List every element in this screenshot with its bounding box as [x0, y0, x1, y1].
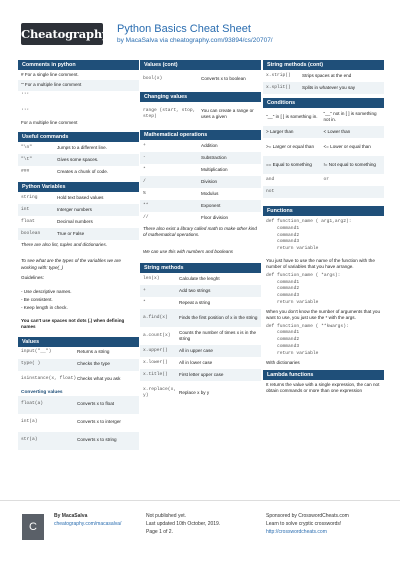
header [0, 0, 400, 58]
table-row [18, 396, 139, 414]
row-key: - [143, 154, 146, 160]
table-row [18, 414, 139, 432]
warning-note: You can't use spaces not dots (.) when defining names [21, 317, 125, 330]
row-value: Splits in whatever you say [302, 84, 356, 90]
list-item: - Be consistent. [21, 297, 53, 303]
row-value: Converts x to string [77, 437, 117, 443]
row-key: == Equal to something [266, 161, 312, 167]
row-value: Calculate the lenght [179, 276, 220, 282]
row-value: Converts x to interger [77, 419, 121, 425]
page-title: Python Basics Cheat Sheet [117, 23, 251, 35]
text-line: # For a single line comment. [21, 72, 79, 77]
row-value: Returns a string [77, 349, 110, 355]
code-line: def function_name ( **kwargs): [266, 323, 349, 329]
table-row [140, 200, 261, 212]
row-key: type( ) [21, 361, 41, 367]
text-line: ''' [21, 109, 30, 115]
row-key: a.count(x) [143, 333, 171, 339]
table-row [263, 156, 384, 174]
note: To see what are the types of the variables we are working with: type(_) [21, 258, 121, 270]
row-key: "\n" [21, 144, 33, 150]
sponsor-tagline: Learn to solve cryptic crosswords! [266, 521, 342, 527]
section-title-values: Values [18, 337, 139, 347]
row-key: string [21, 194, 38, 200]
row-key: x.strip() [266, 72, 291, 78]
code-line: command2 [266, 232, 300, 238]
table-row [18, 347, 139, 359]
table-row [140, 164, 261, 176]
row-value: Substraction [201, 154, 227, 160]
column-1 [18, 60, 139, 450]
author-name[interactable]: By MacaSalva [54, 513, 88, 519]
row-key: float(a) [21, 401, 44, 407]
section-title-variables: Python Variables [18, 182, 139, 192]
note: There are also list, tuples and dictionaries. [21, 242, 108, 248]
row-key: "\t" [21, 156, 33, 162]
table-row [263, 174, 384, 186]
section-title-conditions: Conditions [263, 98, 384, 108]
table-row [140, 152, 261, 164]
row-key: + [143, 288, 146, 294]
table-row [140, 381, 261, 405]
code-line: def function_name ( *args): [266, 272, 341, 278]
code-line: return variable [266, 350, 319, 356]
row-value: Converts x to boolean [201, 75, 246, 81]
row-key: > Larger than [266, 128, 294, 134]
row-key: isinstance(x, float) [21, 376, 77, 382]
row-value: Counts the number of times x is in the string [179, 329, 257, 342]
row-value: Division [201, 178, 218, 184]
text-line: It returns the value with a single expression, the can not obtain commands or more than one expression [266, 381, 380, 394]
text-line: For a multiple line comment [21, 119, 78, 125]
table-row [18, 192, 139, 204]
table-row [140, 102, 261, 126]
row-key: x.lower() [143, 360, 168, 366]
table-row [140, 70, 261, 88]
section-title-math: Mathematical operations [140, 130, 261, 140]
section-title-strings-cont: String methods (cont) [263, 60, 384, 70]
list-item: - Keep length in check. [21, 305, 68, 311]
row-value: Replace x by y [179, 390, 210, 396]
row-value: Exponent [201, 202, 221, 208]
code-line: command3 [266, 343, 300, 349]
row-key: + [143, 142, 146, 148]
row-key: * [143, 166, 146, 172]
row-value: Multiplication [201, 166, 228, 172]
table-row [263, 108, 384, 126]
table-row [140, 327, 261, 345]
table-row [18, 359, 139, 371]
table-row [18, 166, 139, 178]
code-line: command3 [266, 239, 300, 245]
author-link[interactable]: cheatography.com/macasalva/ [54, 521, 122, 527]
table-row [263, 186, 384, 198]
column-2 [140, 60, 261, 405]
table-row [140, 369, 261, 381]
row-key: int(a) [21, 419, 38, 425]
code-block [263, 216, 384, 253]
row-value: Hold text based values [57, 194, 104, 200]
row-key: >= Larger or equal than [266, 143, 315, 149]
table-row [18, 204, 139, 216]
row-key: not [266, 188, 275, 194]
code-line: return variable [266, 246, 319, 252]
row-key: len(x) [143, 276, 160, 282]
row-key: "__" in [ ] is something in. [266, 113, 318, 119]
table-row [140, 297, 261, 309]
table-row [140, 140, 261, 152]
row-key: float [21, 218, 35, 224]
code-line: command1 [266, 330, 300, 336]
row-key: and [266, 176, 275, 182]
table-row [140, 176, 261, 188]
table-row [18, 142, 139, 154]
row-key: * [143, 300, 146, 306]
page-number: Page 1 of 2. [146, 529, 173, 535]
code-line: command2 [266, 337, 300, 343]
page-subtitle[interactable]: by MacaSalva via cheatography.com/93894/cs/20707/ [117, 37, 273, 44]
section-title-changing: Changing values [140, 92, 261, 102]
row-key: int [21, 206, 30, 212]
table-row [263, 138, 384, 156]
code-block [263, 324, 384, 358]
row-value: Gives some spaces. [57, 156, 99, 162]
subsection-title: Converting values [21, 389, 63, 395]
row-value: < Lower than [323, 128, 351, 134]
section-title-lambda: Lambda functions [263, 370, 384, 380]
row-value: True or False [57, 230, 85, 236]
row-value: <= Lower or equal than [323, 143, 371, 149]
row-value: Converts x to float [77, 401, 115, 407]
cheatography-logo[interactable]: Cheatography [21, 23, 103, 45]
footer [0, 500, 400, 566]
table-row [263, 82, 384, 94]
table-row [18, 154, 139, 166]
row-key: x.upper() [143, 348, 168, 354]
note: There also exist a library called math to make other kind of mathematical operations. [143, 226, 257, 238]
row-value: Modulus [201, 190, 219, 196]
section-title-values-cont: Values (cont) [140, 60, 261, 70]
table-row [18, 432, 139, 450]
row-value: Checks what you ask [77, 376, 121, 382]
table-row [18, 228, 139, 240]
code-line: command1 [266, 279, 300, 285]
text-line: ''' For a multiple line comment [18, 80, 139, 90]
code-line: return variable [266, 299, 319, 305]
table-row [140, 309, 261, 327]
section-title-functions: Functions [263, 206, 384, 216]
sponsor-link[interactable]: http://crosswordcheats.com [266, 529, 327, 535]
row-key: % [143, 190, 146, 196]
row-value: You can create a range or uses a given [201, 107, 254, 119]
sponsor-title[interactable]: Sponsored by CrosswordCheats.com [266, 513, 349, 519]
list-item: - Use descriptive names. [21, 288, 72, 294]
text-line: With dictionaries [266, 359, 300, 365]
note: We can use this with numbers and booleans [143, 248, 234, 254]
section-title-commands: Useful commands [18, 132, 139, 142]
row-key: ** [143, 202, 149, 208]
last-updated: Last updated 10th October, 2019. [146, 521, 221, 527]
row-key: a.find(x) [143, 315, 168, 321]
row-value: Decimal numbers [57, 218, 93, 224]
row-value: Creates a chunk of code. [57, 168, 109, 174]
table-row [18, 371, 139, 389]
text-line: ''' [21, 92, 30, 98]
row-key: input("__") [21, 349, 52, 355]
table-row [140, 357, 261, 369]
table-row [140, 285, 261, 297]
row-key: x.replace(x,y) [143, 386, 177, 399]
text-line: When you don't know the number of arguments that you want to use, you just use the * with the args. [266, 308, 381, 321]
row-value: Interger numbers [57, 206, 92, 212]
row-value: Checks the type [77, 361, 110, 367]
column-3 [263, 60, 384, 397]
section-title-comments: Comments in python [18, 60, 139, 70]
table-row [263, 70, 384, 82]
row-key: str(a) [21, 437, 38, 443]
row-key: / [143, 178, 146, 184]
table-row [140, 345, 261, 357]
row-key: x.split() [266, 84, 291, 90]
code-line: def function_name ( arg1,arg2): [266, 219, 352, 224]
table-row [140, 273, 261, 285]
code-line: command3 [266, 293, 300, 299]
row-key: ### [21, 168, 30, 174]
table-row [140, 212, 261, 224]
row-key: x.title() [143, 372, 168, 378]
row-value: "__" not in [ ] is something not in. [323, 110, 377, 122]
table-row [18, 216, 139, 228]
row-value: Add two strings [179, 288, 211, 294]
published-status: Not published yet. [146, 513, 187, 519]
section-title-strings: String methods [140, 263, 261, 273]
row-value: Repeat a string [179, 300, 211, 306]
row-value: Finds the first position of x in the string [179, 315, 258, 321]
text-line: You just have to use the name of the function with the number of variables that you have arrange. [266, 257, 375, 270]
row-key: range (start, stop, step) [143, 107, 196, 119]
row-value: Strips spaces at the end [302, 72, 352, 78]
guidelines-label: Guidelines: [21, 275, 44, 281]
code-line: command2 [266, 286, 300, 292]
row-value: Floor division [201, 214, 229, 220]
row-key: // [143, 214, 149, 220]
row-value: != Not equal to something [323, 161, 376, 167]
row-value: Jumps to a different line. [57, 144, 107, 150]
row-value: All in lower case [179, 360, 213, 366]
author-avatar[interactable]: C [22, 514, 44, 540]
row-value: All in upper case [179, 348, 213, 354]
row-value: First letter upper case [179, 372, 224, 378]
row-key: boolean [21, 230, 41, 236]
row-key: bool(x) [143, 75, 163, 81]
row-value: Addition [201, 142, 218, 148]
table-row [263, 126, 384, 138]
code-line: command1 [266, 225, 300, 231]
code-block [263, 273, 384, 307]
row-value: or [323, 176, 330, 182]
table-row [140, 188, 261, 200]
